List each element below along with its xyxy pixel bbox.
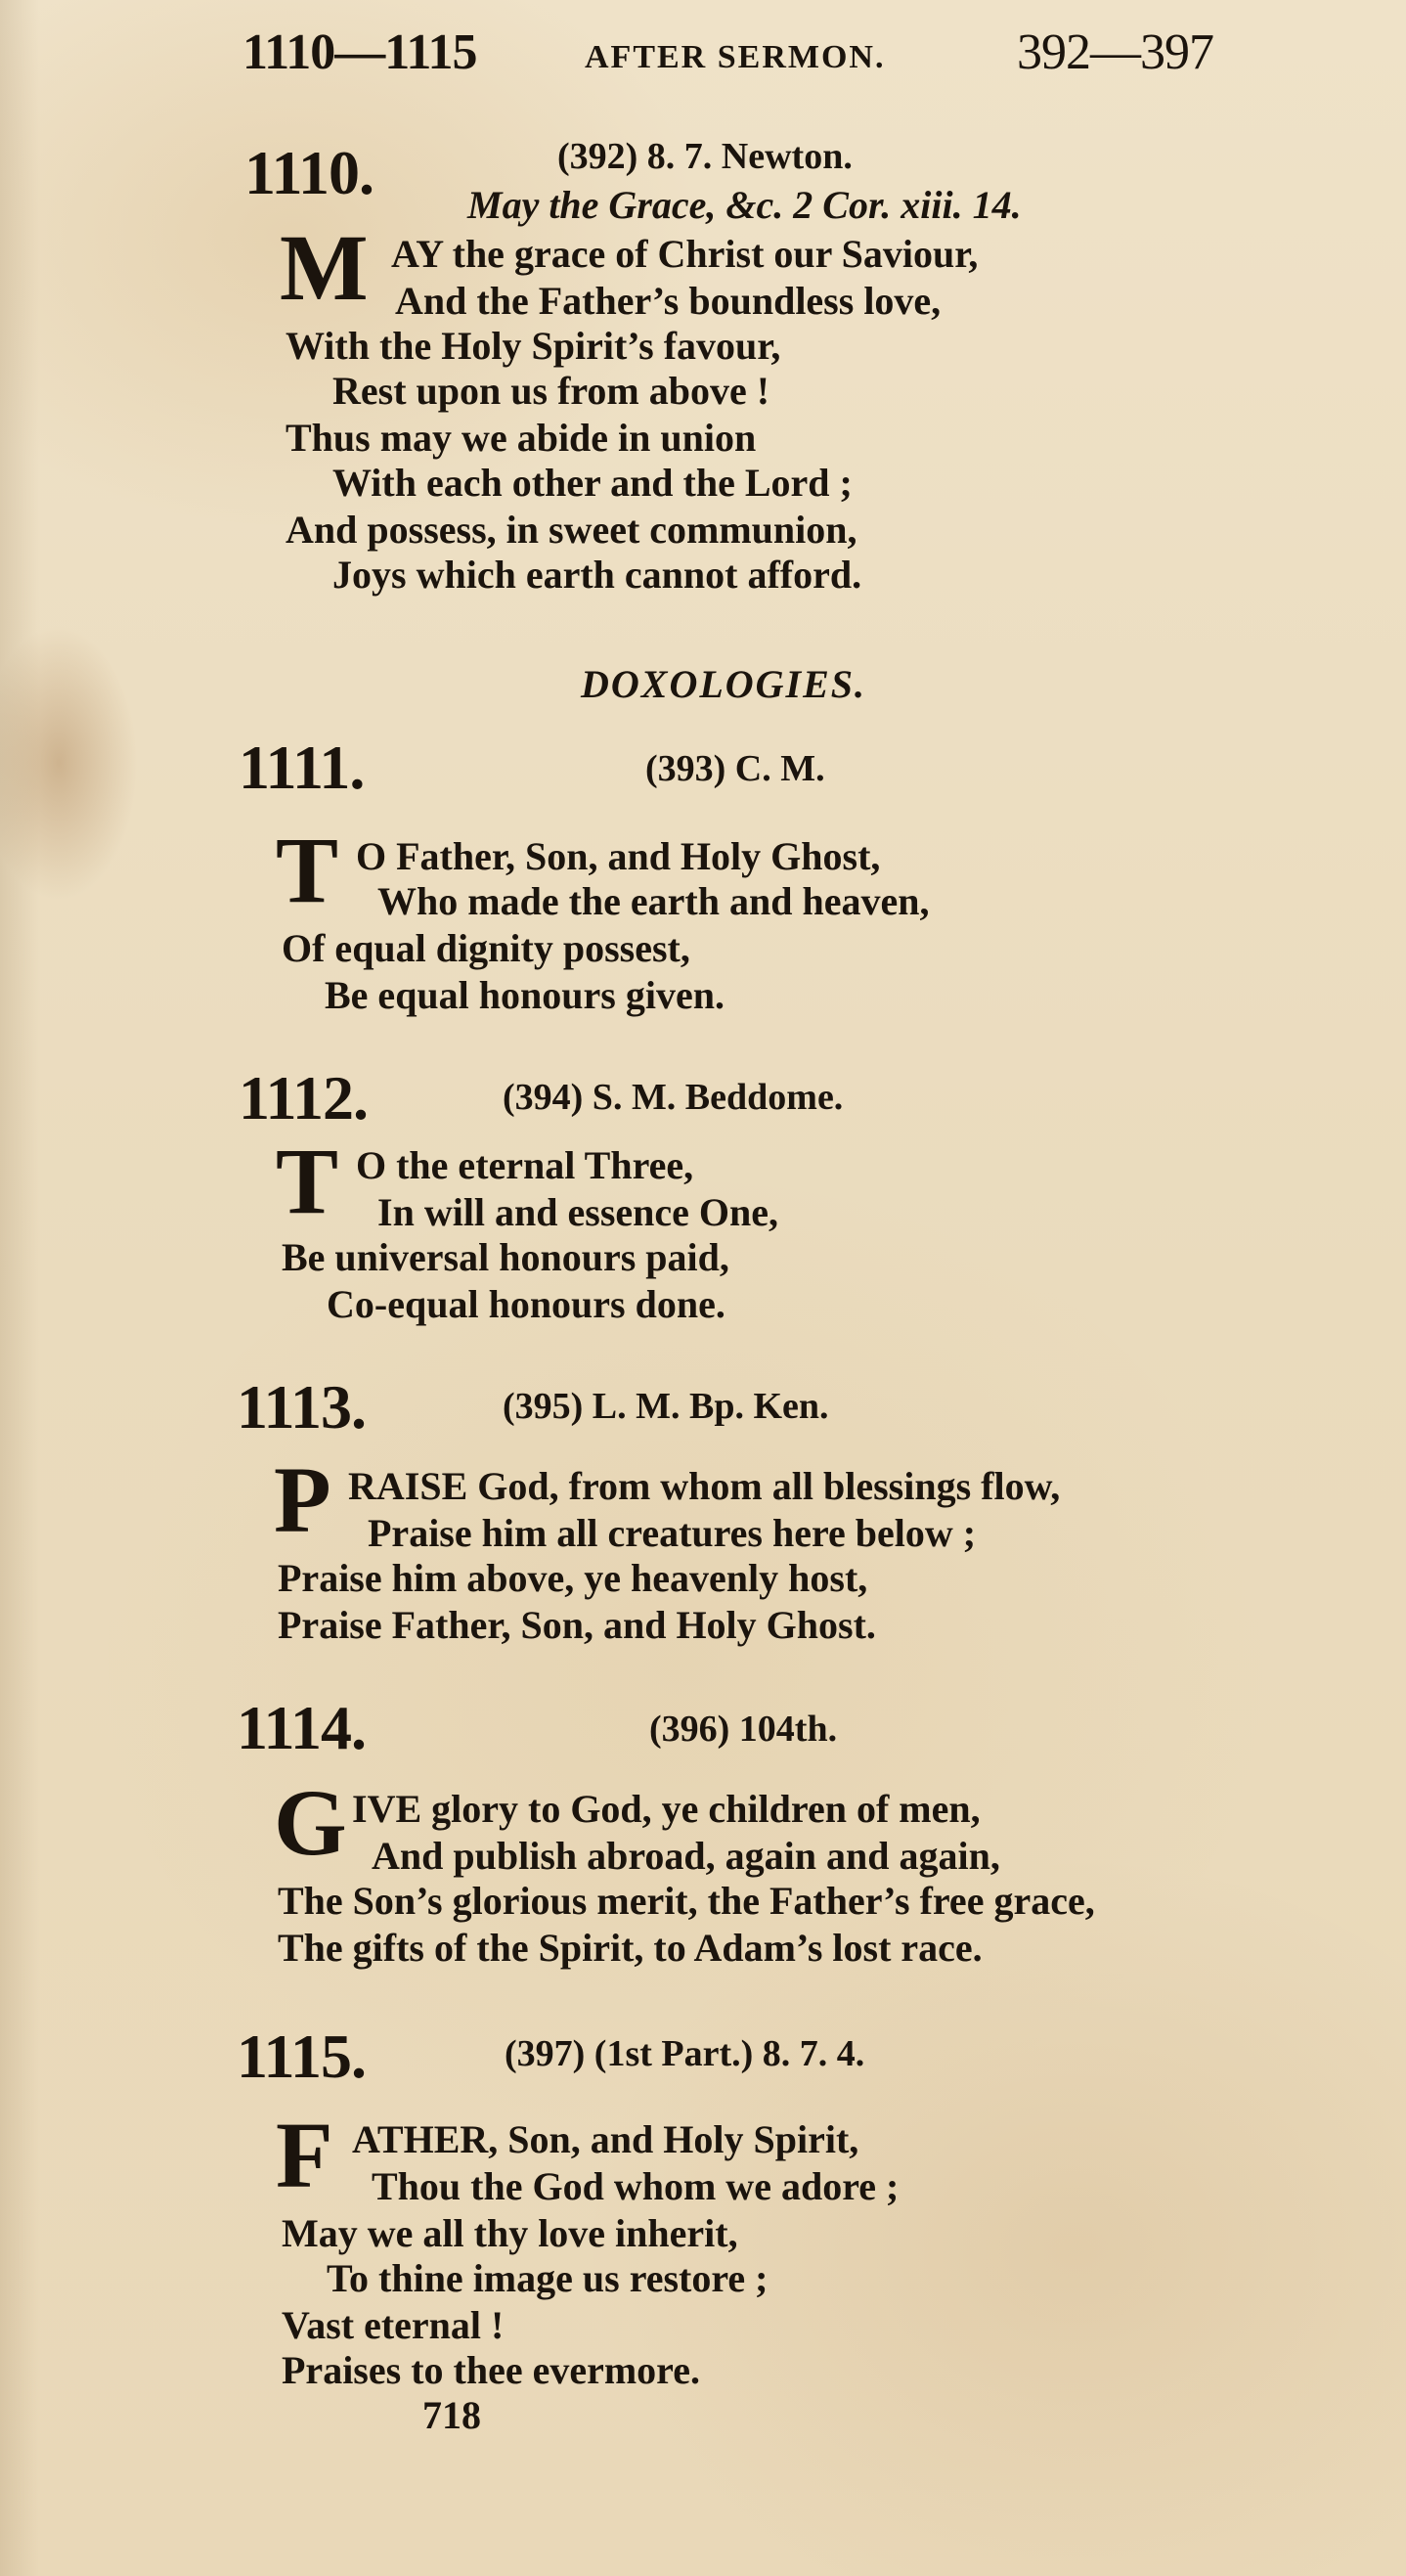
drop-cap: P <box>274 1447 331 1552</box>
hymn-meta: (394) S. M. Beddome. <box>503 1077 844 1118</box>
verse-line: With the Holy Spirit’s favour, <box>286 324 781 368</box>
verse-line: And publish abroad, again and again, <box>372 1834 1000 1878</box>
verse-line: And the Father’s boundless love, <box>395 279 942 323</box>
verse-line: O the eternal Three, <box>356 1143 694 1187</box>
hymn-title: May the Grace, &c. 2 Cor. xiii. 14. <box>467 183 1022 227</box>
verse-line: IVE glory to God, ye children of men, <box>352 1787 981 1831</box>
verse-line: Praise him all creatures here below ; <box>368 1511 977 1555</box>
verse-line: The gifts of the Spirit, to Adam’s lost race. <box>278 1926 983 1970</box>
verse-line: Praises to thee evermore. <box>282 2348 700 2392</box>
hymn-meta: (395) L. M. Bp. Ken. <box>503 1386 829 1427</box>
verse-line: Be equal honours given. <box>325 973 725 1017</box>
drop-cap: G <box>274 1770 347 1875</box>
page-fold-shadow <box>0 0 39 2576</box>
verse-line: Praise Father, Son, and Holy Ghost. <box>278 1603 876 1647</box>
verse-line: Co-equal honours done. <box>327 1282 725 1326</box>
drop-cap: M <box>280 215 369 320</box>
verse-line: ATHER, Son, and Holy Spirit, <box>352 2117 859 2161</box>
verse-line: AY the grace of Christ our Saviour, <box>391 232 979 276</box>
running-head-left: 1110—1115 <box>242 24 477 80</box>
verse-line: Of equal dignity possest, <box>282 926 690 970</box>
section-heading: DOXOLOGIES. <box>581 662 867 706</box>
running-head-right: 392—397 <box>1017 24 1213 80</box>
verse-line: To thine image us restore ; <box>327 2256 769 2300</box>
verse-line: May we all thy love inherit, <box>282 2211 738 2255</box>
page-number: 718 <box>422 2393 481 2437</box>
hymn-number: 1115. <box>237 2021 366 2091</box>
hymn-number: 1111. <box>239 733 365 802</box>
verse-line: Thus may we abide in union <box>286 416 757 460</box>
verse-line: Rest upon us from above ! <box>332 369 770 413</box>
verse-line: RAISE God, from whom all blessings flow, <box>348 1464 1061 1508</box>
drop-cap: T <box>276 818 339 922</box>
verse-line: Praise him above, ye heavenly host, <box>278 1556 868 1600</box>
hymn-number: 1113. <box>237 1372 366 1442</box>
hymn-meta: (396) 104th. <box>649 1709 838 1750</box>
verse-line: And possess, in sweet communion, <box>286 508 857 552</box>
verse-line: Be universal honours paid, <box>282 1235 729 1279</box>
running-head-center: AFTER SERMON. <box>585 39 886 75</box>
drop-cap: F <box>276 2103 333 2207</box>
hymn-meta: (397) (1st Part.) 8. 7. 4. <box>505 2033 865 2074</box>
hymn-meta: (392) 8. 7. Newton. <box>557 136 853 177</box>
hymn-number: 1110. <box>244 138 373 207</box>
verse-line: Thou the God whom we adore ; <box>372 2164 900 2208</box>
hymn-number: 1112. <box>239 1063 368 1133</box>
verse-line: O Father, Son, and Holy Ghost, <box>356 834 881 878</box>
verse-line: Vast eternal ! <box>282 2303 505 2347</box>
verse-line: Who made the earth and heaven, <box>377 879 930 923</box>
hymn-meta: (393) C. M. <box>645 748 825 789</box>
verse-line: In will and essence One, <box>377 1190 779 1234</box>
drop-cap: T <box>276 1129 339 1233</box>
verse-line: With each other and the Lord ; <box>332 461 853 505</box>
hymn-number: 1114. <box>237 1693 366 1762</box>
verse-line: The Son’s glorious merit, the Father’s free grace, <box>278 1879 1095 1923</box>
verse-line: Joys which earth cannot afford. <box>332 553 862 597</box>
